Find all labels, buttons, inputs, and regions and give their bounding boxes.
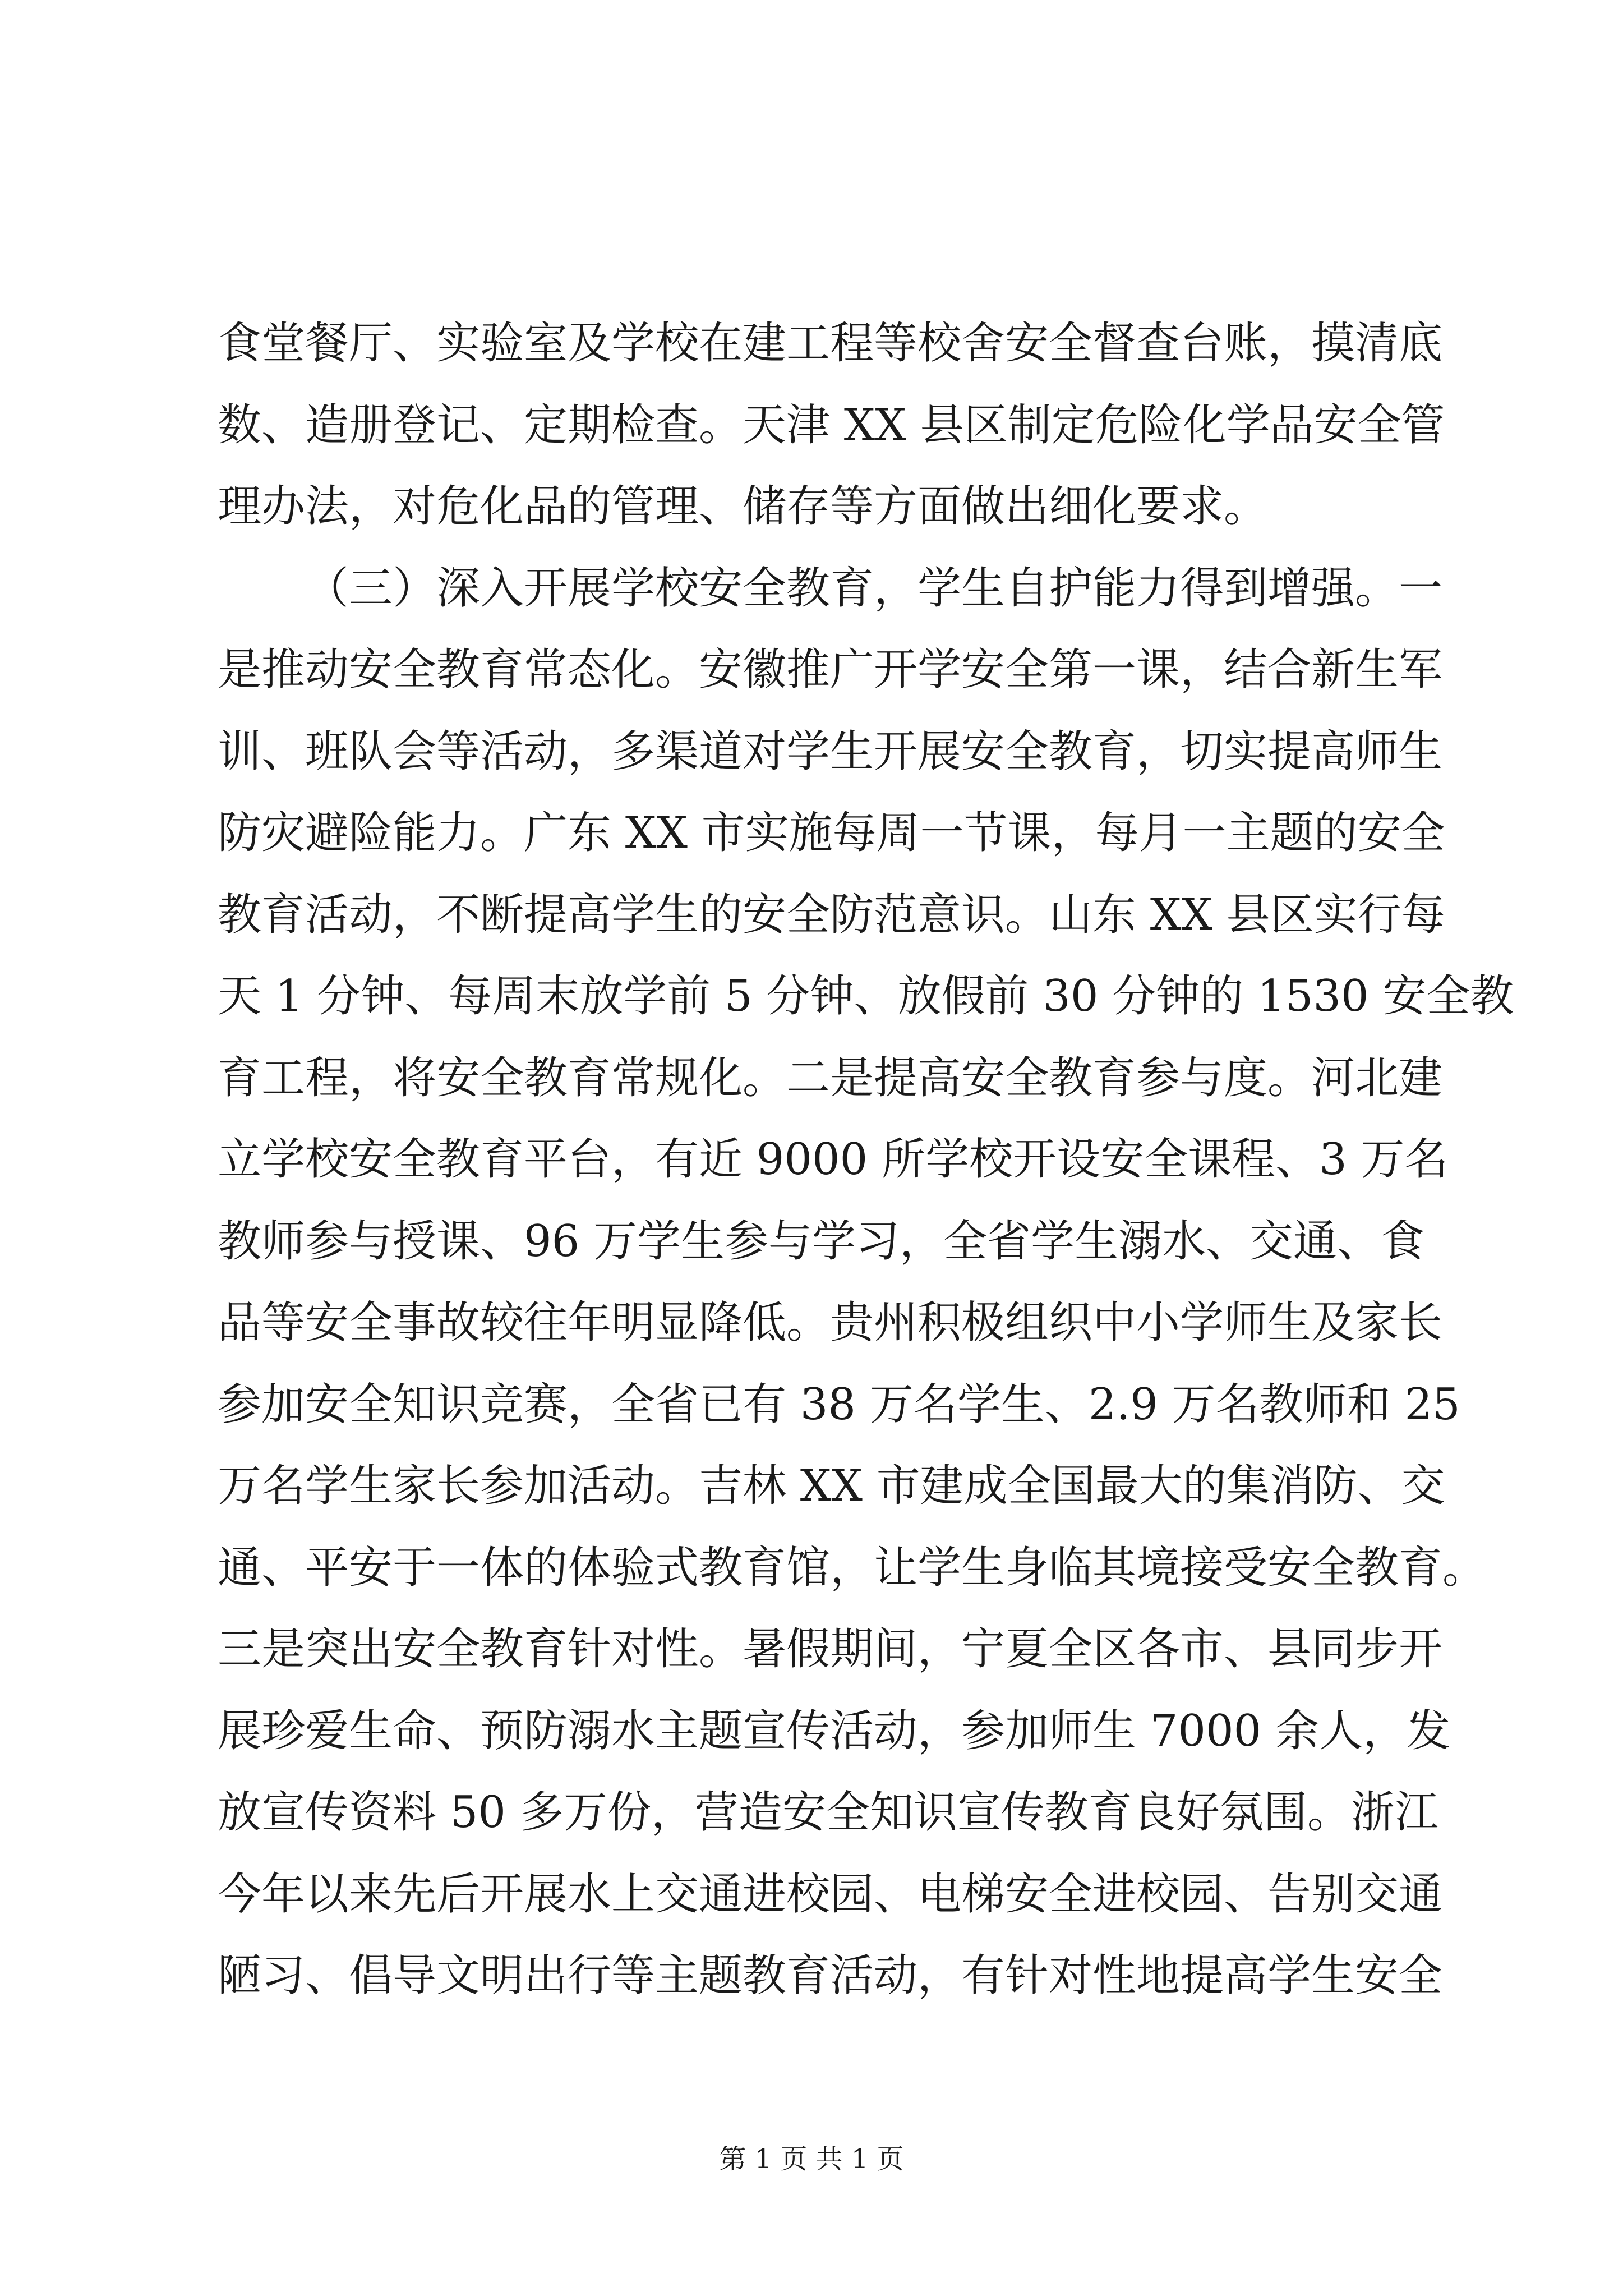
text-line: 今年以来先后开展水上交通进校园、电梯安全进校园、告别交通 [218,1869,1443,1920]
text-line: 防灾避险能力。广东 XX 市实施每周一节课，每月一主题的安全 [218,808,1445,858]
text-line: 立学校安全教育平台，有近 9000 所学校开设安全课程、3 万名 [218,1134,1449,1185]
text-line: 放宣传资料 50 多万份，营造安全知识宣传教育良好氛围。浙江 [218,1787,1438,1838]
text-line: 通、平安于一体的体验式教育馆，让学生身临其境接受安全教育。 [218,1542,1487,1593]
text-line: 是推动安全教育常态化。安徽推广开学安全第一课，结合新生军 [218,645,1443,695]
text-line: 万名学生家长参加活动。吉林 XX 市建成全国最大的集消防、交 [218,1461,1445,1511]
page-footer [0,2137,1623,2176]
section-heading-line: （三）深入开展学校安全教育，学生自护能力得到增强。一 [305,563,1443,614]
text-line: 展珍爱生命、预防溺水主题宣传活动，参加师生 7000 余人，发 [218,1705,1451,1756]
text-line: 数、造册登记、定期检查。天津 XX 县区制定危险化学品安全管 [218,399,1445,450]
document-body [218,303,1514,2017]
text-line: 育工程，将安全教育常规化。二是提高安全教育参与度。河北建 [218,1052,1443,1103]
text-line: 三是突出安全教育针对性。暑假期间，宁夏全区各市、县同步开 [218,1624,1443,1674]
text-line: 理办法，对危化品的管理、储存等方面做出细化要求。 [218,481,1268,532]
text-line: 参加安全知识竞赛，全省已有 38 万名学生、2.9 万名教师和 25 [218,1379,1460,1430]
text-line: 教师参与授课、96 万学生参与学习，全省学生溺水、交通、食 [218,1216,1425,1267]
page-number-label: 第 1 页 共 1 页 [719,2143,904,2175]
text-line: 天 1 分钟、每周末放学前 5 分钟、放假前 30 分钟的 1530 安全教 [218,971,1514,1022]
text-line: 训、班队会等活动，多渠道对学生开展安全教育，切实提高师生 [218,726,1443,777]
text-line: 食堂餐厅、实验室及学校在建工程等校舍安全督查台账，摸清底 [218,318,1443,369]
text-line: 教育活动，不断提高学生的安全防范意识。山东 XX 县区实行每 [218,889,1445,940]
text-line: 品等安全事故较往年明显降低。贵州积极组织中小学师生及家长 [218,1297,1443,1348]
text-line: 陋习、倡导文明出行等主题教育活动，有针对性地提高学生安全 [218,1950,1443,2001]
